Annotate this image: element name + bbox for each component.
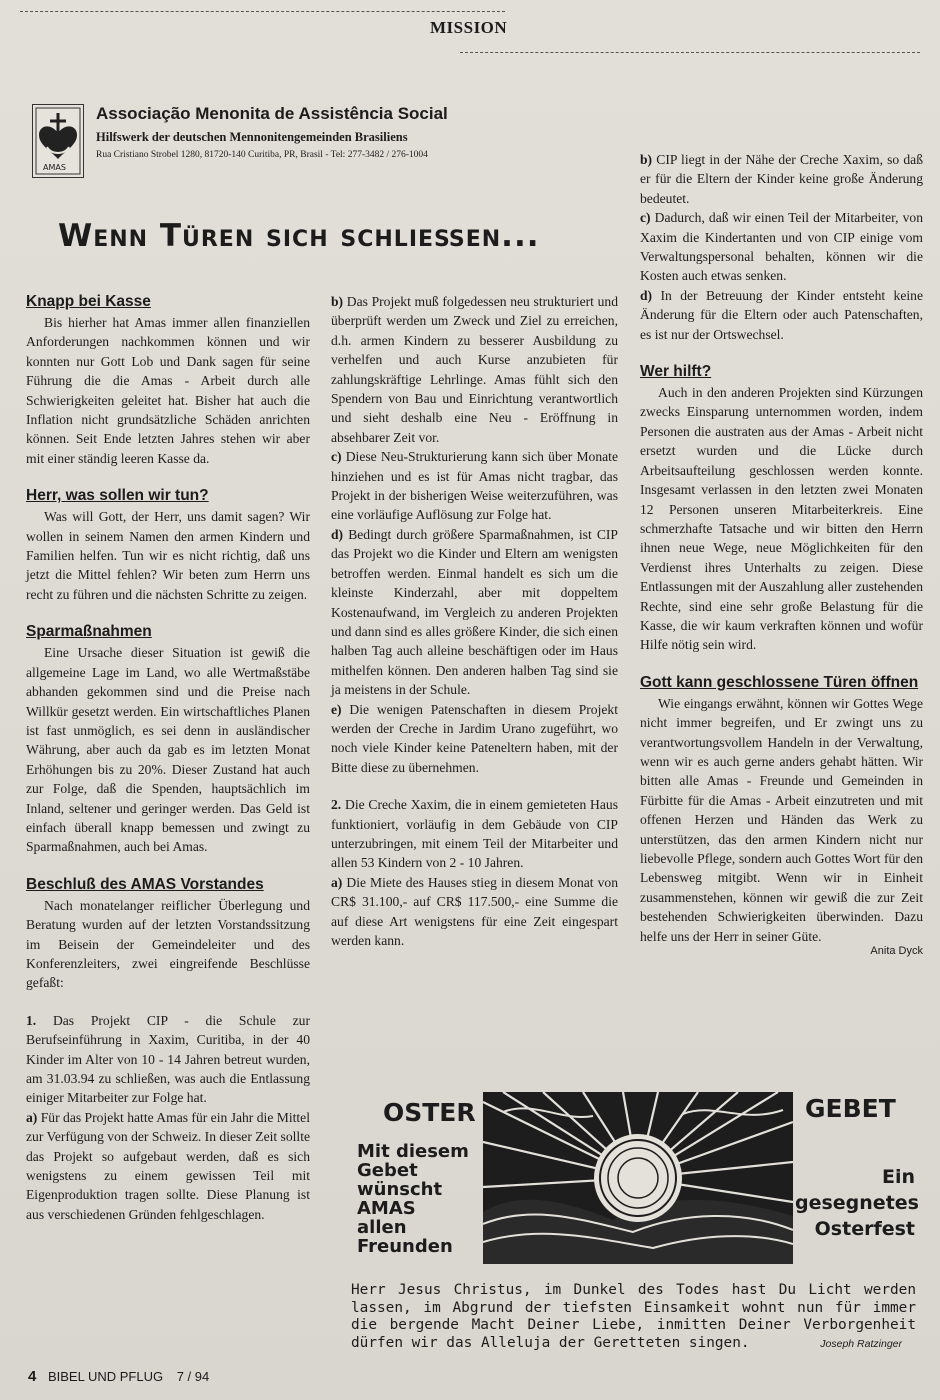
amas-logo-icon [32, 104, 84, 178]
list-number: 2. [331, 797, 342, 813]
ad-line: Mit diesem [357, 1141, 469, 1162]
dashed-rule-right [460, 52, 920, 53]
list-label: a) [331, 874, 343, 890]
ad-word-oster: OSTER [383, 1098, 476, 1127]
subheading-herr-was-sollen-wir-tun: Herr, was sollen wir tun? [26, 487, 209, 505]
paragraph-text: In der Betreuung der Kinder entsteht keine Änderung für die Eltern oder auch Patenschaften, es ist nur der Ortswechsel. [640, 287, 923, 342]
ad-line: Ein [881, 1166, 915, 1188]
easter-prayer-box [345, 1092, 920, 1392]
paragraph-text: Das Projekt CIP - die Schule zur Berufseinführung in Xaxim, Curitiba, in der 40 Kinder im Alter von 10 - 14 Jahren betreut wurden, am 31.03.94 zu schließen, was auch die Entlassung einiger Mitarbeiter zur Folge hat. [26, 1012, 310, 1106]
page-number: 4 [28, 1368, 37, 1385]
paragraph-point-d [640, 286, 923, 344]
paragraph-point-2 [331, 795, 618, 873]
paragraph-point-e [331, 700, 618, 778]
page-footer [28, 1368, 209, 1385]
paragraph-point-b [640, 150, 923, 208]
subheading-wer-hilft: Wer hilft? [640, 363, 712, 381]
paragraph-point-d [331, 525, 618, 700]
paragraph-text: Die Miete des Hauses stieg in diesem Monat von CR$ 31.100,- auf CR$ 117.500,- eine Summe die auf diese Art wenigstens für eine Zeit eingespart werden kann. [331, 874, 618, 948]
subheading-sparmassnahmen: Sparmaßnahmen [26, 623, 152, 641]
list-label: e) [331, 701, 342, 717]
paragraph-text: Bedingt durch größere Sparmaßnahmen, ist CIP das Projekt wo die Kinder und Eltern am wenigsten betroffen werden. Einmal handelt es sich um die kleinste Kinderzahl, aber mit doppeltem Kostenaufwand, im Vergleich zu anderen Projekten und dann sind es alles größere Kinder, die sich einen halben Tag auch alleine beschäftigen oder im Haus mithelfen können. Den anderen halben Tag sind sie ja meistens in der Schule. [331, 526, 618, 698]
article-column-3 [640, 150, 923, 961]
list-label: c) [640, 210, 651, 226]
list-label: c) [331, 449, 342, 465]
list-label: d) [640, 287, 653, 303]
dashed-rule-left [20, 11, 505, 12]
section-label: MISSION [430, 18, 508, 37]
paragraph-text: Die wenigen Patenschaften in diesem Projekt werden der Creche in Jardim Urano zugeführt, wo noch viele Kinder keine Pateneltern haben, mit der Bitte diese zu übernehmen. [331, 701, 618, 775]
logo-text: AMAS [43, 163, 66, 172]
paragraph-text: Dadurch, daß wir einen Teil der Mitarbeiter, von Xaxim die Kindertanten und von CIP einige vom Verwaltungspersonal behalten, können wir die Kosten auch etwas senken. [640, 210, 923, 284]
paragraph-point-a [26, 1108, 310, 1224]
paragraph: Bis hierher hat Amas immer allen finanziellen Anforderungen nachkommen können und wir konnten nur Gott Lob und Dank sagen für seine Führung die die Amas - Arbeit durch alle Schwierigkeiten geleitet hat. Bisher hat auch die Inflation nicht grundsätzliche Schäden anrichten können. Seit Ende letzten Jahres stehen wir aber mit einer ständig leeren Kasse da. [26, 315, 310, 466]
ad-word-gebet: GEBET [805, 1094, 896, 1123]
article-column-1 [26, 292, 310, 1224]
list-label: b) [331, 294, 344, 309]
article-headline: Wenn Türen sich schließen... [58, 218, 540, 254]
paragraph-point-b [331, 292, 618, 447]
subheading-knapp-bei-kasse: Knapp bei Kasse [26, 293, 151, 310]
prayer-text: Herr Jesus Christus, im Dunkel des Todes hast Du Licht werden lassen, im Abgrund der tiefsten Einsamkeit wohnt nun für immer die bergende Macht Deiner Liebe, inmitten Deiner Verborgenheit dürfen wir das Alleluja der Geretteten singen. [351, 1282, 916, 1351]
ad-line: wünscht [357, 1179, 443, 1200]
ad-greeting-right [795, 1164, 919, 1242]
paragraph-text: Das Projekt muß folgedessen neu strukturiert und überprüft werden um Zweck und Ziel zu erreichen, d.h. armen Kindern zu besserer Ausbildung zu verhelfen und auch Kurse anzubieten für zahlungskräftige Lehrlinge. Amas fühlt sich den Spendern von Bau und Einrichtung verantwortlich und sieht deshalb eine Neu - Eröffnung in absehbarer Zeit vor. [331, 294, 619, 445]
article-column-2 [331, 292, 618, 950]
org-address: Rua Cristiano Strobel 1280, 81720-140 Curitiba, PR, Brasil - Tel: 277-3482 / 276-1004 [96, 150, 428, 160]
ad-line: gesegnetes [795, 1192, 919, 1214]
paragraph: Wie eingangs erwähnt, können wir Gottes Wege nicht immer begreifen, und Er zwingt uns zu verantwortungsvollem Handeln in der Verwaltung, wenn wir es auch gerne anders gehabt hätten. Wir bitten alle Amas - Freunde und Gemeinden in Fürbitte für die Amas - Arbeit einzutreten und mit offenen Herzen und Händen das Werk zu unterstützen, das den armen Kindern nicht nur liebevolle Pflege, sondern auch Gottes Wort für den Lebensweg mitgibt. Wenn wir in Einheit zusammenstehen, können wir gewiß die zur Zeit bestehenden Schwierigkeiten überwinden. Dazu helfe uns der Herr in seiner Güte. [640, 695, 923, 944]
paragraph: Nach monatelanger reiflicher Überlegung und Beratung wurden auf der letzten Vorstandssitzung im Beisein der Gemeindeleiter und des Konferenzleiters, zwei eingreifende Beschlüsse gefaßt: [26, 897, 310, 991]
list-number: 1. [26, 1012, 37, 1028]
paragraph-point-a [331, 873, 618, 951]
subheading-beschluss: Beschluß des AMAS Vorstandes [26, 875, 264, 893]
paragraph-text: CIP liegt in der Nähe der Creche Xaxim, so daß er für die Eltern der Kinder keine große Änderung bedeutet. [640, 152, 923, 206]
ad-line: Gebet [357, 1160, 418, 1181]
list-label: d) [331, 526, 344, 542]
sunrise-woodcut-icon [483, 1092, 793, 1264]
issue-number: 7 / 94 [176, 1369, 210, 1384]
org-subtitle: Hilfswerk der deutschen Mennonitengemeinden Brasiliens [96, 130, 408, 144]
org-header [32, 104, 592, 179]
paragraph: Auch in den anderen Projekten sind Kürzungen zwecks Einsparung unternommen worden, indem Personen die austraten aus der Amas - Arbeit nicht ersetzt wurden und die Lücke durch Arbeitsaufteilung geschlossen werden konnte. Insgesamt verlassen in den letzten zwei Monaten 12 Personen unseren Mitarbeiterkreis. Eine schmerzhafte Tatsache und wir bitten den Herrn ihnen neue Wege, neue Möglichkeiten für den Verdienst ihres Unterhalts zu zeigen. Diese Entlassungen mit der Auszahlung aller zustehenden Rechte, sind eine sehr große Belastung für die Kasse, die wir kaum verkraften können und wofür Hilfe nötig sein wird. [640, 385, 923, 653]
paragraph-text: Die Creche Xaxim, die in einem gemieteten Haus funktioniert, vorläufig in dem Gebäude von CIP unterzubringen, mit einem Teil der Mitarbeiter und allen 53 Kindern von 2 - 10 Jahren. [331, 797, 618, 871]
paragraph-point-c [640, 208, 923, 286]
prayer-author: Joseph Ratzinger [820, 1338, 902, 1350]
org-name: Associação Menonita de Assistência Social [96, 104, 448, 123]
ad-line: allen [357, 1217, 407, 1238]
list-label: b) [640, 152, 653, 167]
list-label: a) [26, 1109, 38, 1125]
paragraph-text: Diese Neu-Strukturierung kann sich über Monate hinziehen und es ist für Amas nicht tragbar, das Projekt in der bisherigen Weise weiterzuführen, was eine vorläufige Auflösung zur Folge hat. [331, 449, 618, 523]
ad-line: Osterfest [814, 1218, 915, 1240]
ad-greeting-left [357, 1142, 477, 1256]
paragraph-point-1 [26, 1011, 310, 1108]
paragraph-text: Für das Projekt hatte Amas für ein Jahr die Mittel zur Verfügung von der Schweiz. In dieser Zeit sollte das Projekt so aufgebaut werden, daß es sich wenigstens zu einem gewissen Teil mit Eigenproduktion tragen sollte. Diese Planung ist aus verschiedenen Gründen fehlgeschlagen. [26, 1109, 311, 1222]
ad-line: Freunden [357, 1236, 453, 1257]
magazine-name: BIBEL UND PFLUG [47, 1369, 164, 1384]
subheading-gott-kann: Gott kann geschlossene Türen öffnen [640, 673, 919, 691]
paragraph-point-c [331, 447, 618, 525]
author-signature: Anita Dyck [870, 945, 923, 958]
paragraph: Was will Gott, der Herr, uns damit sagen? Wir wollen in seinem Namen den armen Kindern und Familien helfen. Tun wir es nicht richtig, daß uns jetzt die Mittel fehlen? Wir beten zum Herrn uns recht zu führen und die nächsten Schritte zu zeigen. [26, 509, 310, 602]
ad-line: AMAS [357, 1198, 416, 1219]
paragraph: Eine Ursache dieser Situation ist gewiß die allgemeine Lage im Land, wo alle Wertmaßstäbe abhanden gekommen sind und die Preise nach Willkür gesetzt werden. Ein wirtschaftliches Planen ist fast unmöglich, es sei denn in ausländischer Währung, aber auch da gab es im letzten Monat Erhöhungen bis zu 20%. Dieser Zustand hat auch zur Folge, daß die Spenden, hauptsächlich im Inland, seltener und geringer werden. Das Geld ist einfach überall knapp bemessen und zwingt zu Sparmaßnahmen, auch bei Amas. [26, 645, 310, 855]
